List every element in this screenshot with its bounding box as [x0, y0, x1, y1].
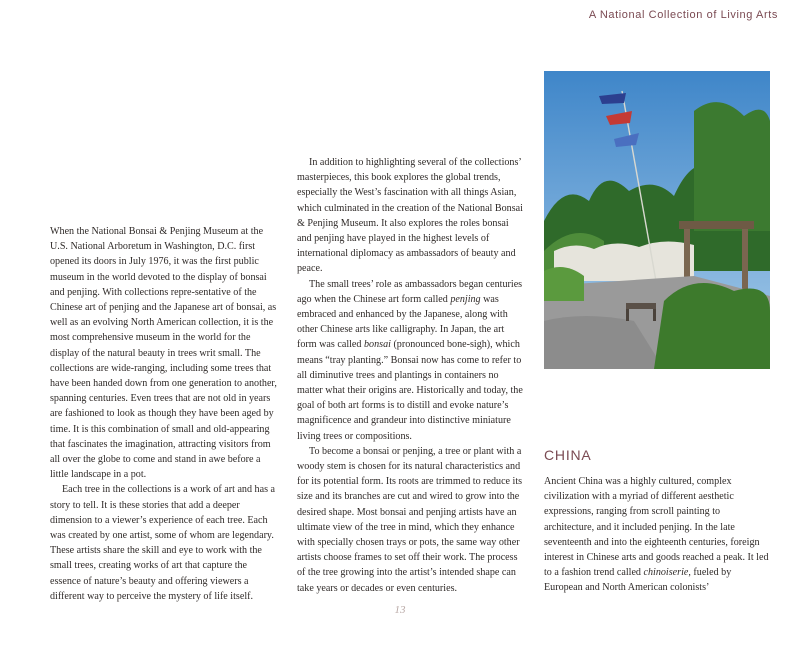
text-column-left	[50, 224, 278, 604]
text-run: Ancient China was a highly cultured, complex civilization with a myriad of different aesthetic expressions, ranging from scroll painting to architecture, and it included penjing. In the late seventeenth and into the eighteenth centuries, foreign interest in Chinese arts and goods reached a peak. It led to a fashion trend called	[544, 476, 769, 579]
text-run: , fueled by European and North American colonists’	[544, 567, 732, 594]
term-penjing: penjing	[450, 293, 481, 305]
paragraph: When the National Bonsai & Penjing Museum at the U.S. National Arboretum in Washington, D.C. first opened its doors in July 1976, it was the first public museum in the world devoted to the display of bonsai and penjing. With collections repre-sentative of the Chinese art of penjing and the Japanese art of bonsai, as well as an evolving North American collection, it is the most comprehensive museum in the world for the display of the natural beauty in trees writ small. The collections are wide-ranging, including some trees that have been handed down from one generation to another, spanning centuries. Even trees that are not old in years are fashioned to look as though they have been aged by time. It is this combination of small and old-appearing that fascinates the imagination, attracting visitors from all over the globe to come and stand in awe before a little landscape in a pot.	[50, 226, 277, 481]
running-header: A National Collection of Living Arts	[588, 9, 778, 21]
page-number: 13	[394, 604, 406, 616]
term-chinoiserie: chinoiserie	[643, 567, 689, 579]
text-column-right	[544, 474, 772, 596]
paragraph: Each tree in the collections is a work of art and has a story to tell. It is these stories that add a deeper dimension to a viewer’s experience of each tree. Each was created by one artist, some of whom are legendary. These artists share the skill and eye to work with the small trees, creating works of art that capture the essence of nature’s beauty and offering viewers a different way to perceive the mystery of life itself.	[50, 484, 276, 602]
paragraph: To become a bonsai or penjing, a tree or plant with a woody stem is chosen for its natural characteristics and for its potential form. Its roots are trimmed to reduce its size and its branches are cut and wired to grow into the desired shape. Most bonsai and penjing artists have an ultimate view of the tree in mind, which they enhance with specially chosen trays or pots, the same way other artists choose frames to set off their work. The process of the tree growing into the artist’s intended shape can take years or decades or even centuries.	[297, 445, 523, 594]
garden-photo	[544, 71, 770, 369]
text-run: (pronounced bone-sigh), which means “tray planting.” Bonsai now has come to refer to all diminutive trees and plantings in containers no matter what their origins are. Historically and today, the goal of both art forms is to distill and evoke nature’s magnificence and grandeur into distinctive miniature living trees or compositions.	[297, 339, 523, 442]
text-run: was embraced and enhanced by the Japanese, along with other Chinese arts like calligraphy. In Japan, the art form was called	[297, 293, 508, 351]
term-bonsai: bonsai	[364, 339, 391, 351]
section-heading: CHINA	[544, 447, 592, 463]
paragraph	[544, 474, 772, 596]
paragraph	[297, 277, 525, 444]
paragraph: In addition to highlighting several of the collections’ masterpieces, this book explores the global trends, especially the West’s fascination with all things Asian, which culminated in the creation of the National Bonsai & Penjing Museum. It also explores the roles bonsai and penjing have played in the highest levels of international diplomacy as ambassadors of beauty and peace.	[297, 157, 523, 275]
text-column-middle	[297, 155, 525, 596]
text-run: The small trees’ role as ambassadors began centuries ago when the Chinese art form called	[297, 278, 523, 305]
